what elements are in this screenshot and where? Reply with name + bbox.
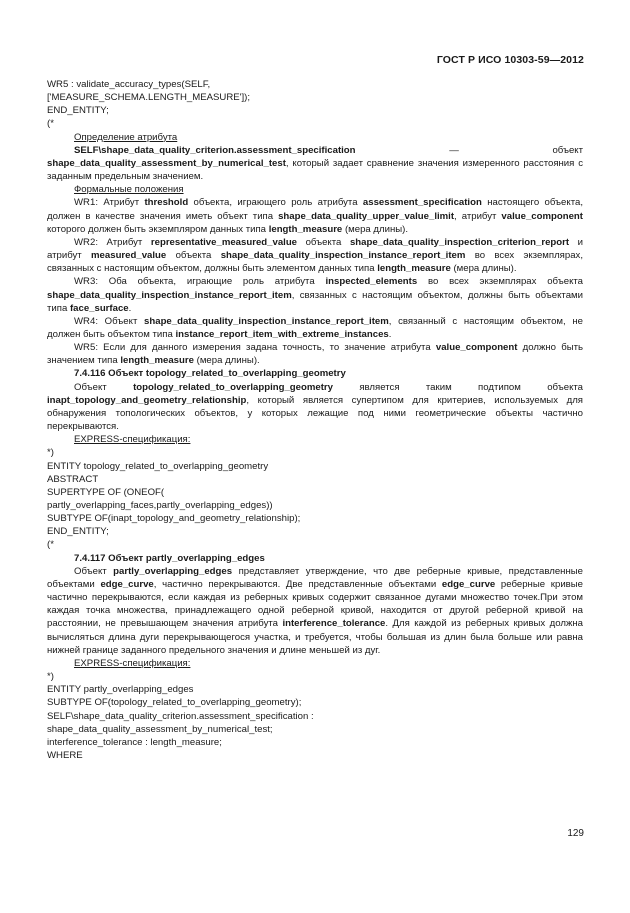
rule-wr5: WR5: Если для данного измерения задана точность, то значение атрибута value_component должно быть значением типа length_measure (мера длины). — [47, 342, 583, 367]
section-116-paragraph: Объект topology_related_to_overlapping_geometry является таким подтипом объекта inapt_topology_and_geometry_relationship, который является супертипом для критериев, используемых для обнаружения топологических объектов, у которых лежащие под ними геометрические объекты частично перекрываются. — [47, 381, 583, 433]
section-117-paragraph: Объект partly_overlapping_edges представляет утверждение, что две реберные кривые, представленные объектами edge_curve, частично перекрываются. Две представленные объектами edge_curve реберные кривые частично перекрываются, если каждая из реберных кривых содержит связанное дугами множество точек.При этом каждая точка множества, принадлежащего одной реберной кривой, находится от другой реберной кривой на расстоянии, не превышающем значения атрибута interference_tolerance. Для каждой из реберных кривых должна вычисляться длина дуги перекрывающегося участка, и требуется, чтобы большая из длин была больше или равна нижней границе заданного предельного значения и длине меньшей из дуг. — [47, 565, 584, 656]
rule-wr3: WR3: Оба объекта, играющие роль атрибута inspected_elements во всех экземплярах объекта shape_data_quality_inspection_instance_report_item, связанных с настоящим объектом, должны быть объектами типа face_surface. — [47, 276, 583, 314]
code-line: (* — [47, 118, 54, 130]
code-line: (* — [47, 539, 54, 551]
code-line: WR5 : validate_accuracy_types(SELF, — [47, 79, 211, 90]
attribute-definition-paragraph: SELF\shape_data_quality_criterion.assessment_specification — объект shape_data_quality_assessment_by_numerical_test, который задает сравнение значения измеренного расстояния с заданным предельным значением. — [47, 144, 583, 183]
code-line: SUBTYPE OF(inapt_topology_and_geometry_relationship); — [47, 513, 301, 525]
standard-header: ГОСТ Р ИСО 10303-59—2012 — [436, 54, 584, 66]
code-line: interference_tolerance : length_measure; — [47, 736, 222, 748]
code-line: END_ENTITY; — [47, 105, 109, 117]
code-line: ENTITY topology_related_to_overlapping_geometry — [47, 460, 269, 472]
code-line: SUPERTYPE OF (ONEOF( — [47, 486, 165, 498]
code-line: WHERE — [47, 749, 83, 761]
code-line: SUBTYPE OF(topology_related_to_overlapping_geometry); — [47, 697, 302, 709]
rule-wr1: WR1: Атрибут threshold объекта, играющего роль атрибута assessment_specification настоящего объекта, должен в качестве значения иметь объект типа shape_data_quality_upper_value_limit, атрибут value_component которого должен быть экземпляром данных типа length_measure (мера длины). — [47, 197, 583, 235]
express-spec-heading: EXPRESS-спецификация: — [74, 434, 191, 446]
page-content — [47, 78, 583, 762]
formal-propositions-heading: Формальные положения — [74, 184, 184, 196]
code-line: *) — [47, 447, 54, 459]
page-number: 129 — [567, 828, 584, 839]
code-line: ['MEASURE_SCHEMA.LENGTH_MEASURE']); — [47, 92, 251, 104]
code-line: SELF\shape_data_quality_criterion.assessment_specification : — [47, 710, 314, 722]
code-line: ENTITY partly_overlapping_edges — [47, 684, 194, 696]
code-line: END_ENTITY; — [47, 526, 109, 538]
rule-wr2: WR2: Атрибут representative_measured_value объекта shape_data_quality_inspection_criterion_report и атрибут measured_value объекта shape_data_quality_inspection_instance_report_item во всех экземплярах, связанных с настоящим объектом, должны быть элементом данных типа length_measure (мера длины). — [47, 236, 584, 275]
code-line: ABSTRACT — [47, 473, 99, 485]
section-117-heading: 7.4.117 Объект partly_overlapping_edges — [74, 552, 265, 564]
code-line: shape_data_quality_assessment_by_numerical_test; — [47, 723, 273, 735]
code-line: partly_overlapping_faces,partly_overlapping_edges)) — [47, 500, 273, 511]
section-116-heading: 7.4.116 Объект topology_related_to_overlapping_geometry — [74, 368, 346, 380]
rule-wr4: WR4: Объект shape_data_quality_inspection_instance_report_item, связанный с настоящим объектом, не должен быть объектом типа instance_report_item_with_extreme_instances. — [47, 315, 583, 340]
code-line: *) — [47, 671, 54, 683]
express-spec-heading: EXPRESS-спецификация: — [74, 657, 191, 669]
attribute-definition-heading: Определение атрибута — [74, 131, 178, 143]
